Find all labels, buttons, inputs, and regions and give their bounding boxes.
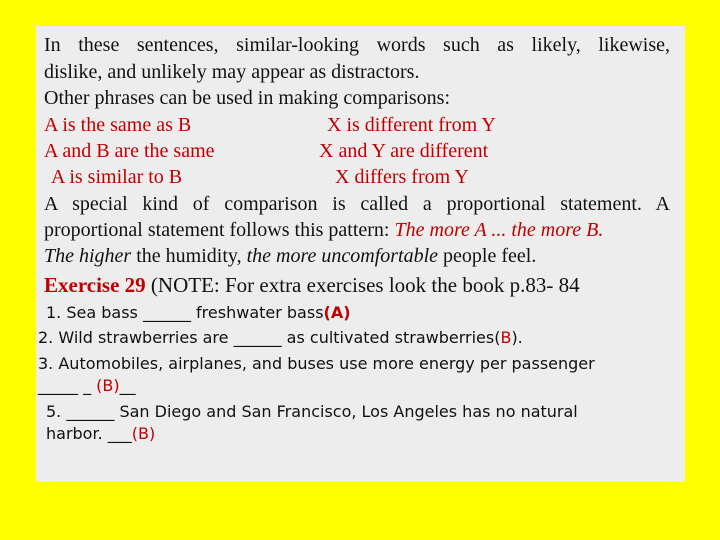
question-3-answer: (B) [96,376,120,395]
exercise-heading [44,271,580,299]
proportional-example [44,243,536,269]
exercise-note: (NOTE: For extra exercises look the book p.83- 84 [145,273,580,297]
question-2-answer: B [500,328,512,347]
intro-line-1: In these sentences, similar-looking words such as likely, likewise, [44,34,670,56]
comparison-right-1: X is different from Y [327,114,496,136]
comparison-right-3: X differs from Y [335,166,469,188]
question-3-tail: __ [119,376,136,395]
question-1-answer: (A) [323,303,351,322]
proportional-pattern-intro: proportional statement follows this pattern: [44,219,395,241]
comparison-left-3: A is similar to B [51,166,183,188]
question-2-text: 2. Wild strawberries are ______ as cultivated strawberries( [38,328,501,347]
question-5-line-2 [46,423,155,445]
proportional-line-1: A special kind of comparison is called a proportional statement. A [44,193,670,215]
question-5-line-1: 5. ______ San Diego and San Francisco, Los Angeles has no natural [46,402,578,421]
comparison-right-2: X and Y are different [319,140,489,162]
question-2 [38,327,523,349]
question-1-text: 1. Sea bass ______ freshwater bass [46,303,324,322]
comparison-left-1: A is the same as B [44,114,192,136]
question-5-answer: (B) [131,424,156,443]
question-3-line-2 [38,375,136,397]
intro-line-2: dislike, and unlikely may appear as distractors. [44,61,420,83]
proportional-pattern: The more A ... the more B. [394,219,604,241]
question-3-line-1: 3. Automobiles, airplanes, and buses use more energy per passenger [38,354,595,373]
example-end: people feel. [438,245,537,267]
exercise-title: Exercise 29 [44,273,146,297]
example-mid: the humidity, [131,245,247,267]
intro-line-3: Other phrases can be used in making comparisons: [44,87,451,109]
example-italic-2: the more uncomfortable [246,245,439,267]
question-3-blank: _____ _ [38,376,97,395]
example-italic-1: The higher [44,245,132,267]
comparison-left-2: A and B are the same [44,140,215,162]
question-1 [46,302,351,324]
question-5-text: harbor. ___ [46,424,132,443]
question-2-end: ). [511,328,523,347]
proportional-line-2 [44,217,603,243]
